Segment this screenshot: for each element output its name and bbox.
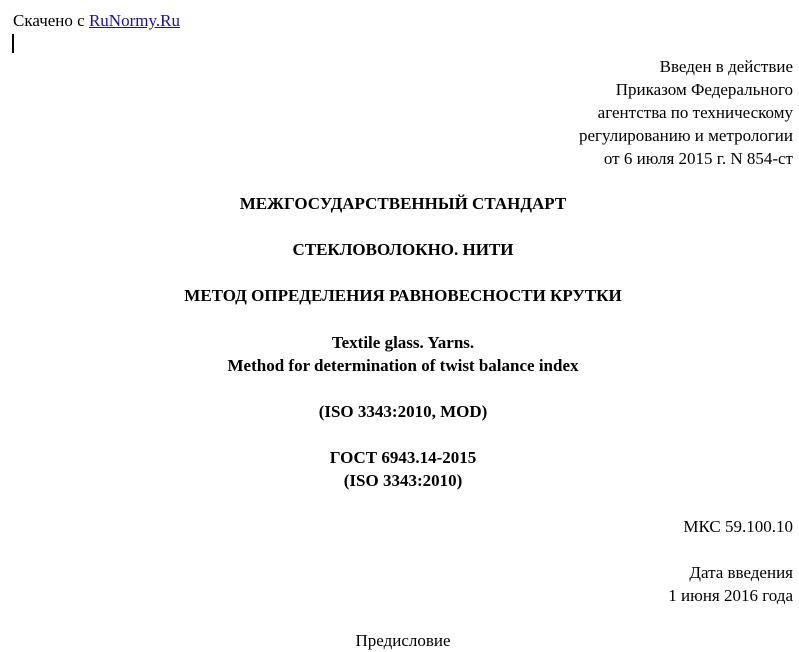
gost-iso-label: (ISO 3343:2010) (343, 471, 463, 490)
title-en-line1: Textile glass. Yarns. (331, 333, 475, 352)
runormy-link[interactable]: RuNormy.Ru (88, 11, 180, 30)
approval-line: регулированию и метрологии (578, 126, 793, 145)
text-cursor (12, 34, 14, 53)
standard-type-heading: МЕЖГОСУДАРСТВЕННЫЙ СТАНДАРТ (239, 194, 567, 213)
gost-number: ГОСТ 6943.14-2015 (329, 448, 477, 467)
title-ru: СТЕКЛОВОЛОКНО. НИТИ (292, 240, 514, 259)
source-line (13, 9, 180, 32)
intro-date-value: 1 июня 2016 года (668, 586, 793, 605)
approval-line: от 6 июля 2015 г. N 854-ст (603, 149, 793, 168)
intro-date-label: Дата введения (689, 563, 793, 582)
title-en-line2: Method for determination of twist balance index (227, 356, 579, 375)
approval-line: Приказом Федерального (615, 80, 793, 99)
approval-line: Введен в действие (659, 57, 793, 76)
approval-block (579, 55, 793, 170)
foreword-heading: Предисловие (355, 631, 451, 650)
source-prefix: Скачено с (13, 11, 89, 30)
subtitle-ru: МЕТОД ОПРЕДЕЛЕНИЯ РАВНОВЕСНОСТИ КРУТКИ (184, 286, 622, 305)
approval-line: агентства по техническому (597, 103, 793, 122)
iso-mod-label: (ISO 3343:2010, MOD) (318, 402, 488, 421)
mks-code: МКС 59.100.10 (683, 517, 793, 536)
